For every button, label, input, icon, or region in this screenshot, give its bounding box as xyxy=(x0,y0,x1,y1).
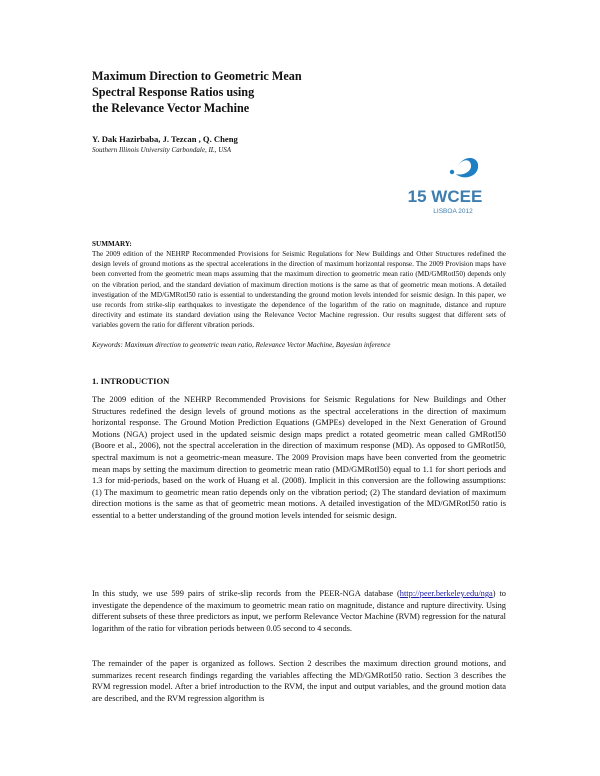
peer-nga-link[interactable]: http://peer.berkeley.edu/nga xyxy=(399,589,493,598)
logo-swirl xyxy=(456,158,478,177)
section-heading: 1. INTRODUCTION xyxy=(92,376,170,386)
title-line-1: Maximum Direction to Geometric Mean xyxy=(92,69,302,83)
authors: Y. Dak Hazirbaba, J. Tezcan , Q. Cheng xyxy=(92,134,238,144)
summary-heading: SUMMARY: xyxy=(92,240,132,248)
intro-p2-text-after: ) to investigate the dependence of the maximum to geometric mean ratio on magnitude, distance and rupture directivity. Using different subsets of these three predictors as input, we perform Relevance Vector Machine (RVM) regression for the natural logarithm of the ratio for vibration periods between 0.05 second to 4 seconds. xyxy=(92,589,506,633)
title-line-2: Spectral Response Ratios using xyxy=(92,85,255,99)
title-line-3: the Relevance Vector Machine xyxy=(92,101,250,115)
paper-title xyxy=(92,68,362,116)
intro-paragraph-2 xyxy=(92,588,506,634)
affiliation: Southern Illinois University Carbondale, IL, USA xyxy=(92,146,232,154)
conference-logo xyxy=(400,150,490,220)
intro-p2-text-before: In this study, we use 599 pairs of strike-slip records from the PEER-NGA database ( xyxy=(92,589,400,598)
intro-paragraph-1: The 2009 edition of the NEHRP Recommended Provisions for Seismic Regulations for New Buildings and Other Structures redefined the design levels of ground motions as the spectral accelerations in the direction of maximum horizontal response. The Ground Motion Prediction Equations (GMPEs) developed in the Next Generation of Ground Motions (NGA) project used in the updated seismic design maps predict a rotated geometric mean called GMRotI50 (Boore et al., 2006), not the spectral acceleration in the direction of maximum response (MD). As opposed to GMRotI50, spectral maximum is not a geometric-mean measure. The 2009 Provision maps have been converted from the geometric mean maps by setting the maximum direction to geometric mean ratio (MD/GMRotI50) equal to 1.1 for short periods and 1.3 for mid-periods, based on the work of Huang et al. (2008). Implicit in this conversion are the following assumptions: (1) The maximum to geometric mean ratio depends only on the vibration period; (2) The standard deviation of maximum direction motions is the same as that of geometric mean motions. A detailed investigation of the MD/GMRotI50 ratio is essential to a better understanding of the ground motion levels intended for seismic design. xyxy=(92,395,506,520)
logo-dot xyxy=(450,170,454,174)
summary-text: The 2009 edition of the NEHRP Recommended Provisions for Seismic Regulations for New Buildings and Other Structures redefined the design levels of ground motions as the spectral accelerations in the direction of maximum horizontal response. The 2009 Provision maps have been converted from the geometric mean maps assuming that the maximum direction to geometric mean ratio (MD/GMRotI50) depends only on the vibration period, and the standard deviation of maximum direction motions is the same as that of geometric mean motions. A detailed investigation of the MD/GMRotI50 ratio is essential to understanding the ground motion levels intended for seismic design. In this paper, we use records from strike-slip earthquakes to investigate the dependence of the logarithm of the ratio on magnitude, distance and rupture directivity and estimate its standard deviation using the Relevance Vector Machine regression. Our results suggest that different sets of variables govern the ratio for different vibration periods. xyxy=(92,250,506,330)
keywords: Keywords: Maximum direction to geometric mean ratio, Relevance Vector Machine, Bayesian inference xyxy=(92,341,391,349)
logo-sub-text: LISBOA 2012 xyxy=(433,208,473,215)
logo-main-text: 15 WCEE xyxy=(407,187,483,206)
intro-paragraph-3: The remainder of the paper is organized as follows. Section 2 describes the maximum direction ground motions, and summarizes recent research findings regarding the variables affecting the MD/GMRotI50 ratio. Section 3 describes the RVM regression model. After a brief introduction to the RVM, the input and output variables, and the ground motion data are described, and the RVM regression algorithm is xyxy=(92,659,506,703)
